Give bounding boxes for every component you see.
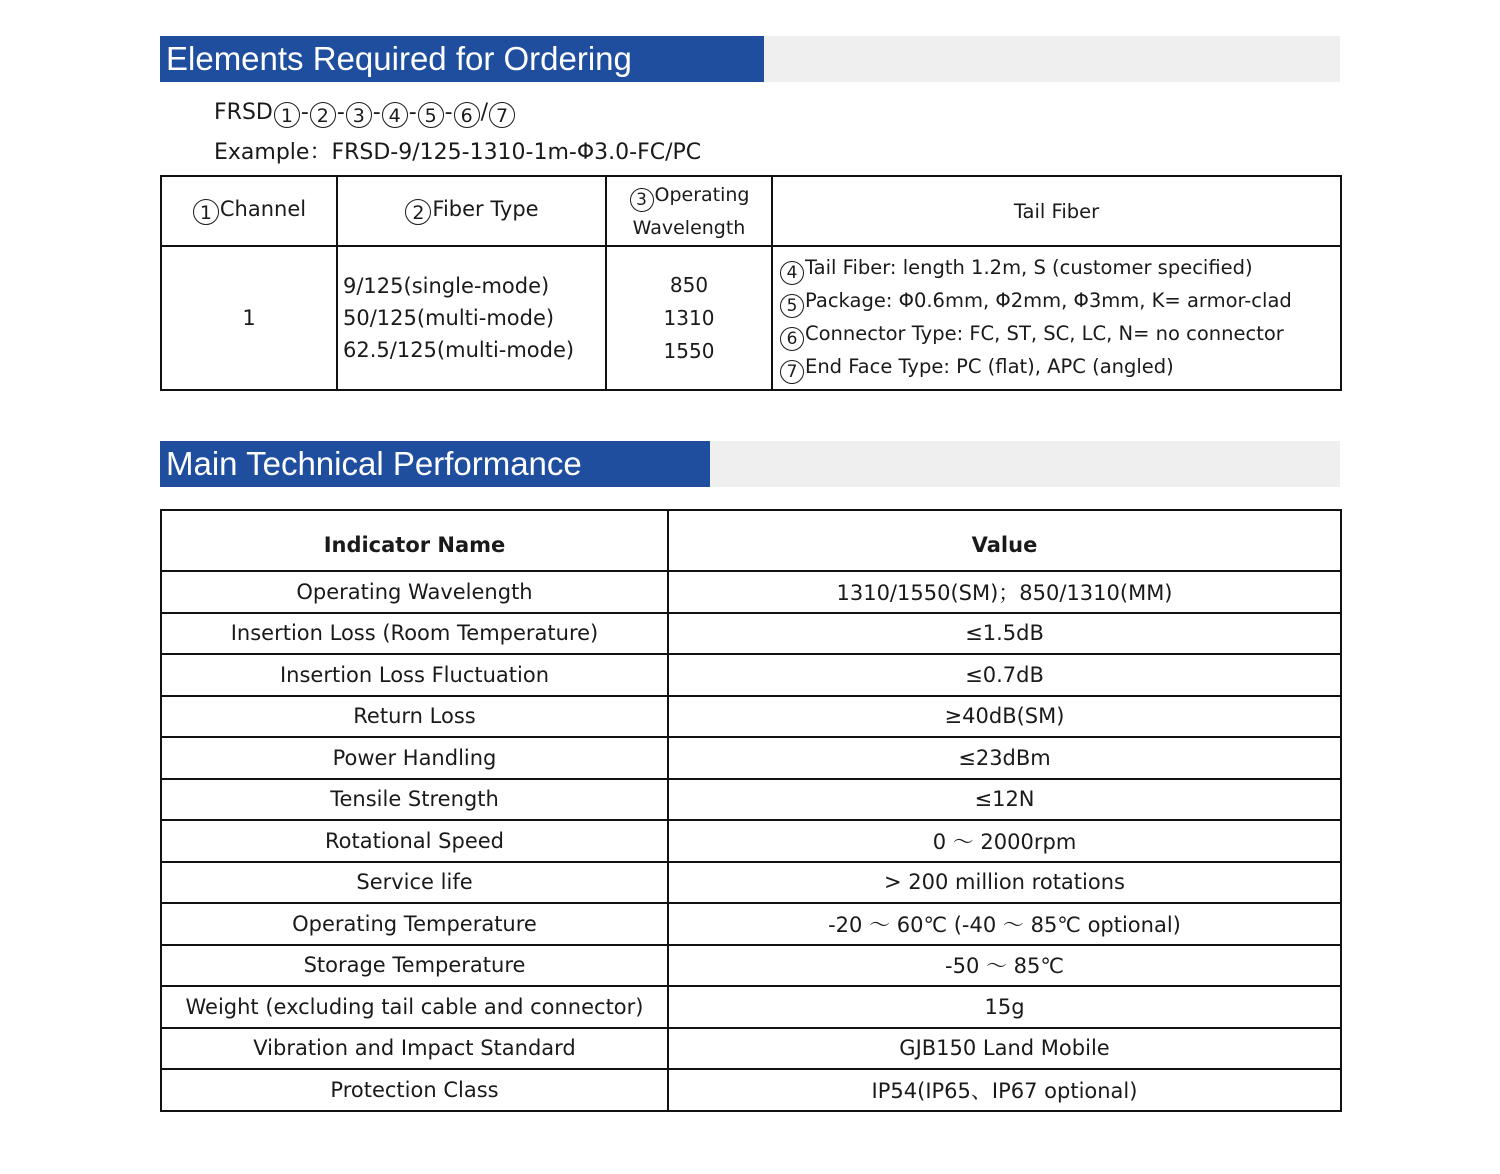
indicator-name-cell: Insertion Loss Fluctuation: [161, 654, 668, 696]
performance-table-header-row: [161, 510, 1341, 571]
marker-1: 1: [193, 199, 219, 225]
wavelength-item: 1310: [663, 305, 715, 330]
marker-7: 7: [780, 360, 804, 384]
tail-fiber-text: Tail Fiber: length 1.2m, S (customer specified): [805, 256, 1253, 279]
code-marker-5: 5: [418, 102, 444, 128]
indicator-value-cell: ≤12N: [668, 779, 1341, 821]
indicator-name-cell: Storage Temperature: [161, 945, 668, 987]
code-marker-3: 3: [346, 102, 372, 128]
ordering-section-header: [160, 36, 1340, 82]
tail-fiber-item: [779, 318, 1340, 351]
fiber-type-item: 50/125(multi-mode): [343, 306, 555, 330]
wavelength-item: 1550: [663, 338, 715, 363]
indicator-value-cell: ≤0.7dB: [668, 654, 1341, 696]
header-fiber-type: [337, 176, 606, 246]
table-row: [161, 986, 1341, 1028]
table-row: [161, 945, 1341, 987]
indicator-name-cell: Rotational Speed: [161, 820, 668, 862]
code-separator: -: [444, 100, 453, 125]
indicator-value-cell: 0 ～ 2000rpm: [668, 820, 1341, 862]
indicator-value-cell: ≤1.5dB: [668, 613, 1341, 655]
fiber-type-item: 9/125(single-mode): [343, 274, 550, 298]
indicator-value-cell: 15g: [668, 986, 1341, 1028]
header-wavelength-label-1: Operating: [654, 183, 750, 206]
header-indicator-name: Indicator Name: [161, 510, 668, 571]
table-row: [161, 820, 1341, 862]
code-separator: -: [372, 100, 381, 125]
indicator-name-cell: Insertion Loss (Room Temperature): [161, 613, 668, 655]
indicator-value-cell: ≤23dBm: [668, 737, 1341, 779]
indicator-name-cell: Operating Temperature: [161, 903, 668, 945]
tail-fiber-text: Package: Φ0.6mm, Φ2mm, Φ3mm, K= armor-clad: [805, 289, 1292, 312]
code-marker-2: 2: [310, 102, 336, 128]
wavelength-item: 850: [669, 272, 709, 297]
tail-fiber-item: [779, 252, 1340, 285]
indicator-value-cell: IP54(IP65、IP67 optional): [668, 1069, 1341, 1111]
indicator-value-cell: -20 ～ 60℃ (-40 ～ 85℃ optional): [668, 903, 1341, 945]
indicator-name-cell: Return Loss: [161, 696, 668, 738]
indicator-name-cell: Protection Class: [161, 1069, 668, 1111]
table-row: [161, 737, 1341, 779]
performance-section-title: Main Technical Performance: [160, 441, 710, 487]
code-prefix: FRSD: [214, 100, 273, 125]
code-marker-1: 1: [274, 102, 300, 128]
table-row: [161, 779, 1341, 821]
header-fiber-type-label: Fiber Type: [432, 197, 539, 221]
code-separator: -: [300, 100, 309, 125]
header-channel: [161, 176, 337, 246]
table-row: [161, 654, 1341, 696]
header-channel-label: Channel: [219, 197, 307, 221]
indicator-name-cell: Weight (excluding tail cable and connector): [161, 986, 668, 1028]
indicator-value-cell: -50 ～ 85℃: [668, 945, 1341, 987]
indicator-value-cell: ≥40dB(SM): [668, 696, 1341, 738]
performance-section-header: [160, 441, 1340, 487]
header-wavelength-label-2: Wavelength: [632, 216, 746, 239]
indicator-value-cell: 1310/1550(SM)；850/1310(MM): [668, 571, 1341, 613]
marker-2: 2: [405, 199, 431, 225]
indicator-name-cell: Operating Wavelength: [161, 571, 668, 613]
performance-table-body: [161, 571, 1341, 1111]
table-row: [161, 613, 1341, 655]
indicator-name-cell: Vibration and Impact Standard: [161, 1028, 668, 1070]
header-tail-fiber: Tail Fiber: [772, 176, 1341, 246]
ordering-code-example: Example：FRSD-9/125-1310-1m-Φ3.0-FC/PC: [214, 140, 702, 165]
code-marker-7: 7: [489, 102, 515, 128]
table-row: [161, 1028, 1341, 1070]
table-row: [161, 696, 1341, 738]
marker-6: 6: [780, 327, 804, 351]
marker-5: 5: [780, 294, 804, 318]
tail-fiber-item: [779, 285, 1340, 318]
table-row: [161, 571, 1341, 613]
table-row: [161, 903, 1341, 945]
ordering-section-title: Elements Required for Ordering: [160, 36, 764, 82]
tail-fiber-text: Connector Type: FC, ST, SC, LC, N= no connector: [805, 322, 1284, 345]
performance-table: [160, 509, 1342, 1112]
indicator-name-cell: Power Handling: [161, 737, 668, 779]
indicator-name-cell: Tensile Strength: [161, 779, 668, 821]
table-row: [161, 862, 1341, 904]
table-row: [161, 1069, 1341, 1111]
ordering-table: [160, 175, 1342, 391]
ordering-code-pattern: [214, 100, 516, 128]
marker-3: 3: [630, 188, 654, 212]
tail-fiber-text: End Face Type: PC (flat), APC (angled): [805, 355, 1174, 378]
channel-value: 1: [161, 246, 337, 390]
header-operating-wavelength: [606, 176, 772, 246]
ordering-table-row: [161, 246, 1341, 390]
wavelength-list: [606, 246, 772, 390]
fiber-type-item: 62.5/125(multi-mode): [343, 338, 575, 362]
code-separator: -: [408, 100, 417, 125]
indicator-value-cell: > 200 million rotations: [668, 862, 1341, 904]
code-separator: -: [336, 100, 345, 125]
code-marker-4: 4: [382, 102, 408, 128]
code-marker-6: 6: [454, 102, 480, 128]
code-separator: /: [480, 100, 489, 125]
ordering-table-header-row: [161, 176, 1341, 246]
fiber-type-list: [337, 246, 606, 390]
indicator-name-cell: Service life: [161, 862, 668, 904]
tail-fiber-item: [779, 351, 1340, 384]
tail-fiber-list: [772, 246, 1341, 390]
header-value: Value: [668, 510, 1341, 571]
marker-4: 4: [780, 261, 804, 285]
indicator-value-cell: GJB150 Land Mobile: [668, 1028, 1341, 1070]
